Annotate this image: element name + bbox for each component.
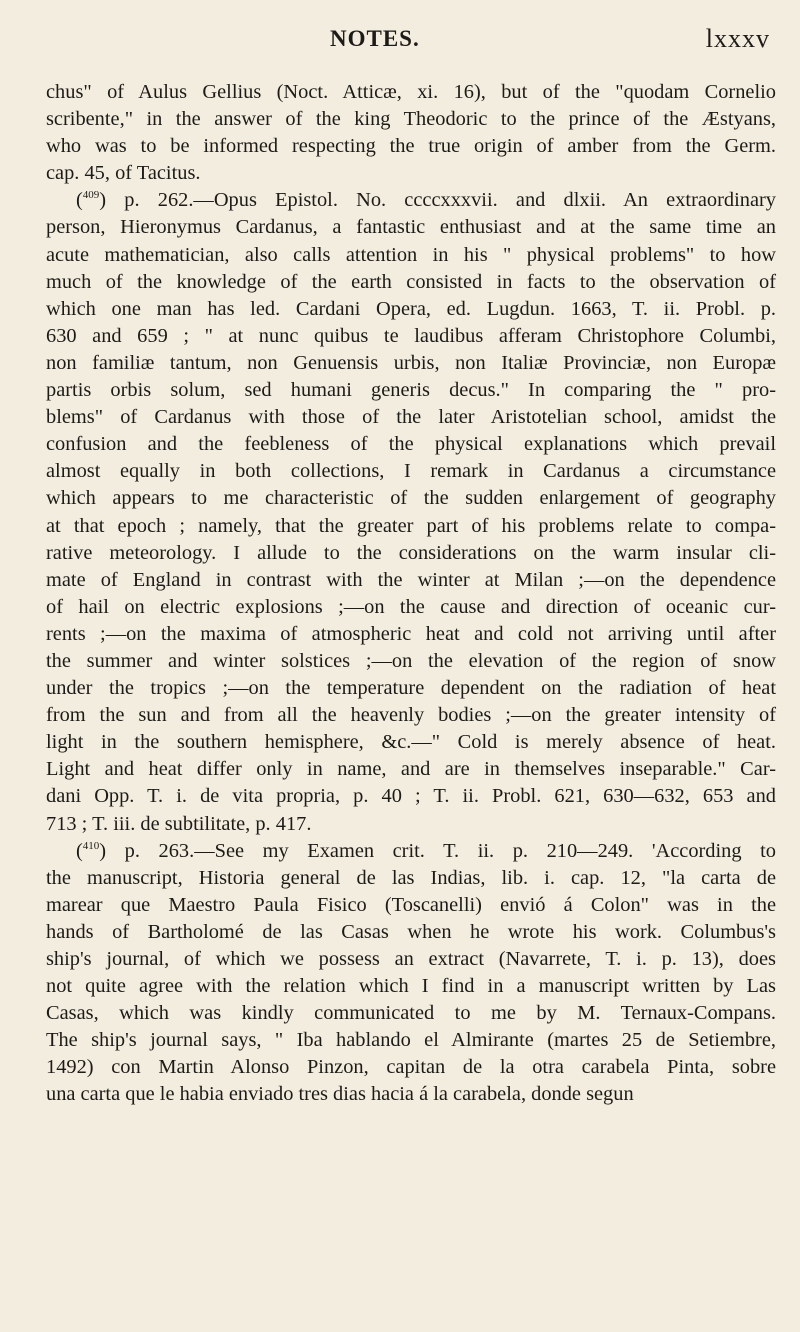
text-line: chus" of Aulus Gellius (Noct. Atticæ, xi. 16), but of the "quodam Cornelio: [46, 81, 776, 103]
page-number: lxxxv: [705, 24, 770, 53]
text-line: mate of England in contrast with the winter at Milan ;—on the dependence: [46, 568, 776, 591]
text-line: partis orbis solum, sed humani generis decus." In comparing the " pro-: [46, 379, 776, 402]
note-marker: ($^{409}$): [76, 189, 107, 212]
text-line: who was to be informed respecting the true origin of amber from the Germ.: [46, 135, 776, 158]
text-line: at that epoch ; namely, that the greater part of his problems relate to compa-: [46, 514, 776, 537]
text-line: Light and heat differ only in name, and are in themselves inseparable." Car-: [46, 758, 776, 781]
text-line: marear que Maestro Paula Fisico (Toscanelli) envió á Colon" was in the: [46, 893, 776, 916]
text-line: of hail on electric explosions ;—on the cause and direction of oceanic cur-: [46, 595, 776, 618]
text-line: almost equally in both collections, I remark in Cardanus a circumstance: [46, 460, 776, 483]
text-line: confusion and the feebleness of the physical explanations which prevail: [46, 433, 776, 456]
text-line: rative meteorology. I allude to the considerations on the warm insular cli-: [46, 541, 776, 564]
notes-body: [46, 79, 776, 1109]
text-line: 713 ; T. iii. de subtilitate, p. 417.: [46, 812, 312, 835]
text-line: the manuscript, Historia general de las Indias, lib. i. cap. 12, "la carta de: [46, 866, 776, 889]
text-line: person, Hieronymus Cardanus, a fantastic enthusiast and at the same time an: [46, 216, 776, 239]
text-line: not quite agree with the relation which I find in a manuscript written by Las: [46, 975, 776, 998]
text-line: the summer and winter solstices ;—on the elevation of the region of snow: [46, 649, 776, 672]
text-line: light in the southern hemisphere, &c.—" Cold is merely absence of heat.: [46, 731, 776, 754]
note-start-line: ($^{409}$) p. 262.—Opus Epistol. No. ccccxxxvii. and dlxii. An extraordinary: [76, 189, 776, 212]
text-line: ship's journal, of which we possess an extract (Navarrete, T. i. p. 13), does: [46, 948, 776, 970]
text-line: under the tropics ;—on the temperature dependent on the radiation of heat: [46, 677, 776, 700]
note-marker: ($^{410}$): [76, 839, 107, 862]
text-line: from the sun and from all the heavenly bodies ;—on the greater intensity of: [46, 704, 776, 727]
text-line: which appears to me characteristic of the sudden enlargement of geography: [46, 487, 776, 510]
text-line: blems" of Cardanus with those of the later Aristotelian school, amidst the: [46, 406, 776, 429]
note-start-line: ($^{410}$) p. 263.—See my Examen crit. T. ii. p. 210—249. 'According to: [76, 839, 776, 862]
text-line: The ship's journal says, " Iba hablando el Almirante (martes 25 de Setiembre,: [46, 1029, 776, 1052]
text-line: Casas, which was kindly communicated to me by M. Ternaux-Compans.: [46, 1002, 776, 1025]
running-title: NOTES.: [330, 26, 420, 51]
text-line: 630 and 659 ; " at nunc quibus te laudibus afferam Christophore Columbi,: [46, 324, 776, 347]
text-line: una carta que le habia enviado tres dias hacia á la carabela, donde segun: [46, 1083, 634, 1106]
text-line: much of the knowledge of the earth consisted in facts to the observation of: [46, 270, 776, 293]
text-line: cap. 45, of Tacitus.: [46, 162, 201, 185]
text-line: scribente," in the answer of the king Theodoric to the prince of the Æstyans,: [46, 108, 776, 131]
running-head: [46, 18, 776, 58]
text-line: acute mathematician, also calls attention in his " physical problems" to how: [46, 243, 776, 266]
text-line: hands of Bartholomé de las Casas when he wrote his work. Columbus's: [46, 920, 776, 943]
text-line: rents ;—on the maxima of atmospheric heat and cold not arriving until after: [46, 622, 776, 645]
text-line: 1492) con Martin Alonso Pinzon, capitan de la otra carabela Pinta, sobre: [46, 1056, 776, 1079]
text-line: non familiæ tantum, non Genuensis urbis, non Italiæ Provinciæ, non Europæ: [46, 351, 776, 374]
text-line: dani Opp. T. i. de vita propria, p. 40 ; T. ii. Probl. 621, 630—632, 653 and: [46, 785, 776, 808]
text-line: which one man has led. Cardani Opera, ed. Lugdun. 1663, T. ii. Probl. p.: [46, 297, 776, 320]
